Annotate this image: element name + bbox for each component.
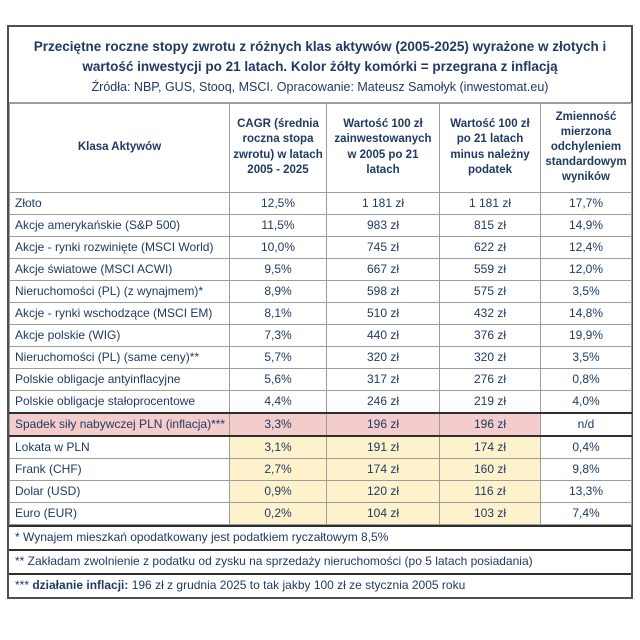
value-cell: 1 181 zł xyxy=(327,192,440,214)
table-row xyxy=(10,413,632,436)
value-cell: 3,5% xyxy=(541,280,632,302)
asset-name-cell: Spadek siły nabywczej PLN (inflacja)*** xyxy=(10,413,230,436)
asset-name-cell: Nieruchomości (PL) (z wynajmem)* xyxy=(10,280,230,302)
table-row xyxy=(10,368,632,390)
column-header-value-net: Wartość 100 zł po 21 latach minus należny podatek xyxy=(440,103,541,192)
value-cell: 17,7% xyxy=(541,192,632,214)
value-cell: 3,3% xyxy=(230,413,327,436)
table-row xyxy=(10,324,632,346)
value-cell: 3,5% xyxy=(541,346,632,368)
footnote xyxy=(9,549,631,573)
table-row xyxy=(10,390,632,413)
footnote-text: *** xyxy=(15,577,33,592)
asset-name-cell: Akcje światowe (MSCI ACWI) xyxy=(10,258,230,280)
value-cell: 19,9% xyxy=(541,324,632,346)
asset-name-cell: Akcje - rynki rozwinięte (MSCI World) xyxy=(10,236,230,258)
table-row xyxy=(10,502,632,524)
asset-name-cell: Euro (EUR) xyxy=(10,502,230,524)
table-row xyxy=(10,236,632,258)
asset-returns-table xyxy=(9,103,632,525)
asset-name-cell: Nieruchomości (PL) (same ceny)** xyxy=(10,346,230,368)
value-cell: 376 zł xyxy=(440,324,541,346)
value-cell: 983 zł xyxy=(327,214,440,236)
table-row xyxy=(10,458,632,480)
value-cell: 276 zł xyxy=(440,368,541,390)
value-cell: 1 181 zł xyxy=(440,192,541,214)
value-cell: 11,5% xyxy=(230,214,327,236)
footnote-text: * Wynajem mieszkań opodatkowany jest podatkiem ryczałtowym 8,5% xyxy=(15,529,389,544)
table-row xyxy=(10,436,632,459)
value-cell: 103 zł xyxy=(440,502,541,524)
value-cell: 559 zł xyxy=(440,258,541,280)
column-header-value-gross: Wartość 100 zł zainwestowanych w 2005 po 21 latach xyxy=(327,103,440,192)
value-cell: 5,6% xyxy=(230,368,327,390)
table-source-line: Źródła: NBP, GUS, Stooq, MSCI. Opracowanie: Mateusz Samołyk (inwestomat.eu) xyxy=(91,79,549,94)
value-cell: 196 zł xyxy=(327,413,440,436)
value-cell: 12,4% xyxy=(541,236,632,258)
title-block xyxy=(9,27,631,103)
asset-name-cell: Akcje - rynki wschodzące (MSCI EM) xyxy=(10,302,230,324)
value-cell: 160 zł xyxy=(440,458,541,480)
value-cell: 4,0% xyxy=(541,390,632,413)
value-cell: 9,8% xyxy=(541,458,632,480)
value-cell: 246 zł xyxy=(327,390,440,413)
footnote-text: ** Zakładam zwolnienie z podatku od zysku na sprzedaży nieruchomości (po 5 latach posiadania) xyxy=(15,553,533,568)
value-cell: 12,5% xyxy=(230,192,327,214)
value-cell: 0,8% xyxy=(541,368,632,390)
value-cell: 745 zł xyxy=(327,236,440,258)
value-cell: 13,3% xyxy=(541,480,632,502)
table-row xyxy=(10,192,632,214)
asset-name-cell: Lokata w PLN xyxy=(10,436,230,459)
value-cell: 174 zł xyxy=(327,458,440,480)
value-cell: n/d xyxy=(541,413,632,436)
table-row xyxy=(10,302,632,324)
footnote xyxy=(9,573,631,597)
asset-name-cell: Akcje amerykańskie (S&P 500) xyxy=(10,214,230,236)
value-cell: 0,9% xyxy=(230,480,327,502)
value-cell: 7,4% xyxy=(541,502,632,524)
footnotes-section xyxy=(9,525,631,597)
value-cell: 598 zł xyxy=(327,280,440,302)
value-cell: 196 zł xyxy=(440,413,541,436)
value-cell: 667 zł xyxy=(327,258,440,280)
value-cell: 432 zł xyxy=(440,302,541,324)
table-row xyxy=(10,280,632,302)
asset-name-cell: Dolar (USD) xyxy=(10,480,230,502)
value-cell: 191 zł xyxy=(327,436,440,459)
value-cell: 9,5% xyxy=(230,258,327,280)
value-cell: 120 zł xyxy=(327,480,440,502)
value-cell: 3,1% xyxy=(230,436,327,459)
value-cell: 622 zł xyxy=(440,236,541,258)
returns-table-board xyxy=(7,25,633,599)
asset-name-cell: Frank (CHF) xyxy=(10,458,230,480)
value-cell: 14,9% xyxy=(541,214,632,236)
value-cell: 7,3% xyxy=(230,324,327,346)
table-row xyxy=(10,214,632,236)
column-header-asset-class: Klasa Aktywów xyxy=(10,103,230,192)
column-header-volatility: Zmienność mierzona odchyleniem standardowym wyników xyxy=(541,103,632,192)
value-cell: 320 zł xyxy=(440,346,541,368)
value-cell: 0,4% xyxy=(541,436,632,459)
value-cell: 317 zł xyxy=(327,368,440,390)
value-cell: 5,7% xyxy=(230,346,327,368)
table-row xyxy=(10,258,632,280)
value-cell: 575 zł xyxy=(440,280,541,302)
value-cell: 8,9% xyxy=(230,280,327,302)
value-cell: 8,1% xyxy=(230,302,327,324)
value-cell: 4,4% xyxy=(230,390,327,413)
value-cell: 116 zł xyxy=(440,480,541,502)
value-cell: 2,7% xyxy=(230,458,327,480)
value-cell: 10,0% xyxy=(230,236,327,258)
value-cell: 174 zł xyxy=(440,436,541,459)
value-cell: 815 zł xyxy=(440,214,541,236)
asset-name-cell: Polskie obligacje antyinflacyjne xyxy=(10,368,230,390)
table-row xyxy=(10,346,632,368)
table-header-row xyxy=(10,103,632,192)
asset-name-cell: Akcje polskie (WIG) xyxy=(10,324,230,346)
value-cell: 440 zł xyxy=(327,324,440,346)
footnote xyxy=(9,525,631,549)
column-header-cagr: CAGR (średnia roczna stopa zwrotu) w latach 2005 - 2025 xyxy=(230,103,327,192)
footnote-bold-text: działanie inflacji: xyxy=(32,577,129,592)
table-row xyxy=(10,480,632,502)
asset-name-cell: Polskie obligacje stałoprocentowe xyxy=(10,390,230,413)
value-cell: 510 zł xyxy=(327,302,440,324)
value-cell: 104 zł xyxy=(327,502,440,524)
table-title: Przeciętne roczne stopy zwrotu z różnych klas aktywów (2005-2025) wyrażone w złotych i wartość inwestycji po 21 latach. Kolor żółty komórki = przegrana z inflacją xyxy=(33,39,607,75)
value-cell: 14,8% xyxy=(541,302,632,324)
value-cell: 320 zł xyxy=(327,346,440,368)
value-cell: 12,0% xyxy=(541,258,632,280)
footnote-text: 196 zł z grudnia 2025 to tak jakby 100 zł ze stycznia 2005 roku xyxy=(128,577,466,592)
value-cell: 0,2% xyxy=(230,502,327,524)
asset-name-cell: Złoto xyxy=(10,192,230,214)
value-cell: 219 zł xyxy=(440,390,541,413)
